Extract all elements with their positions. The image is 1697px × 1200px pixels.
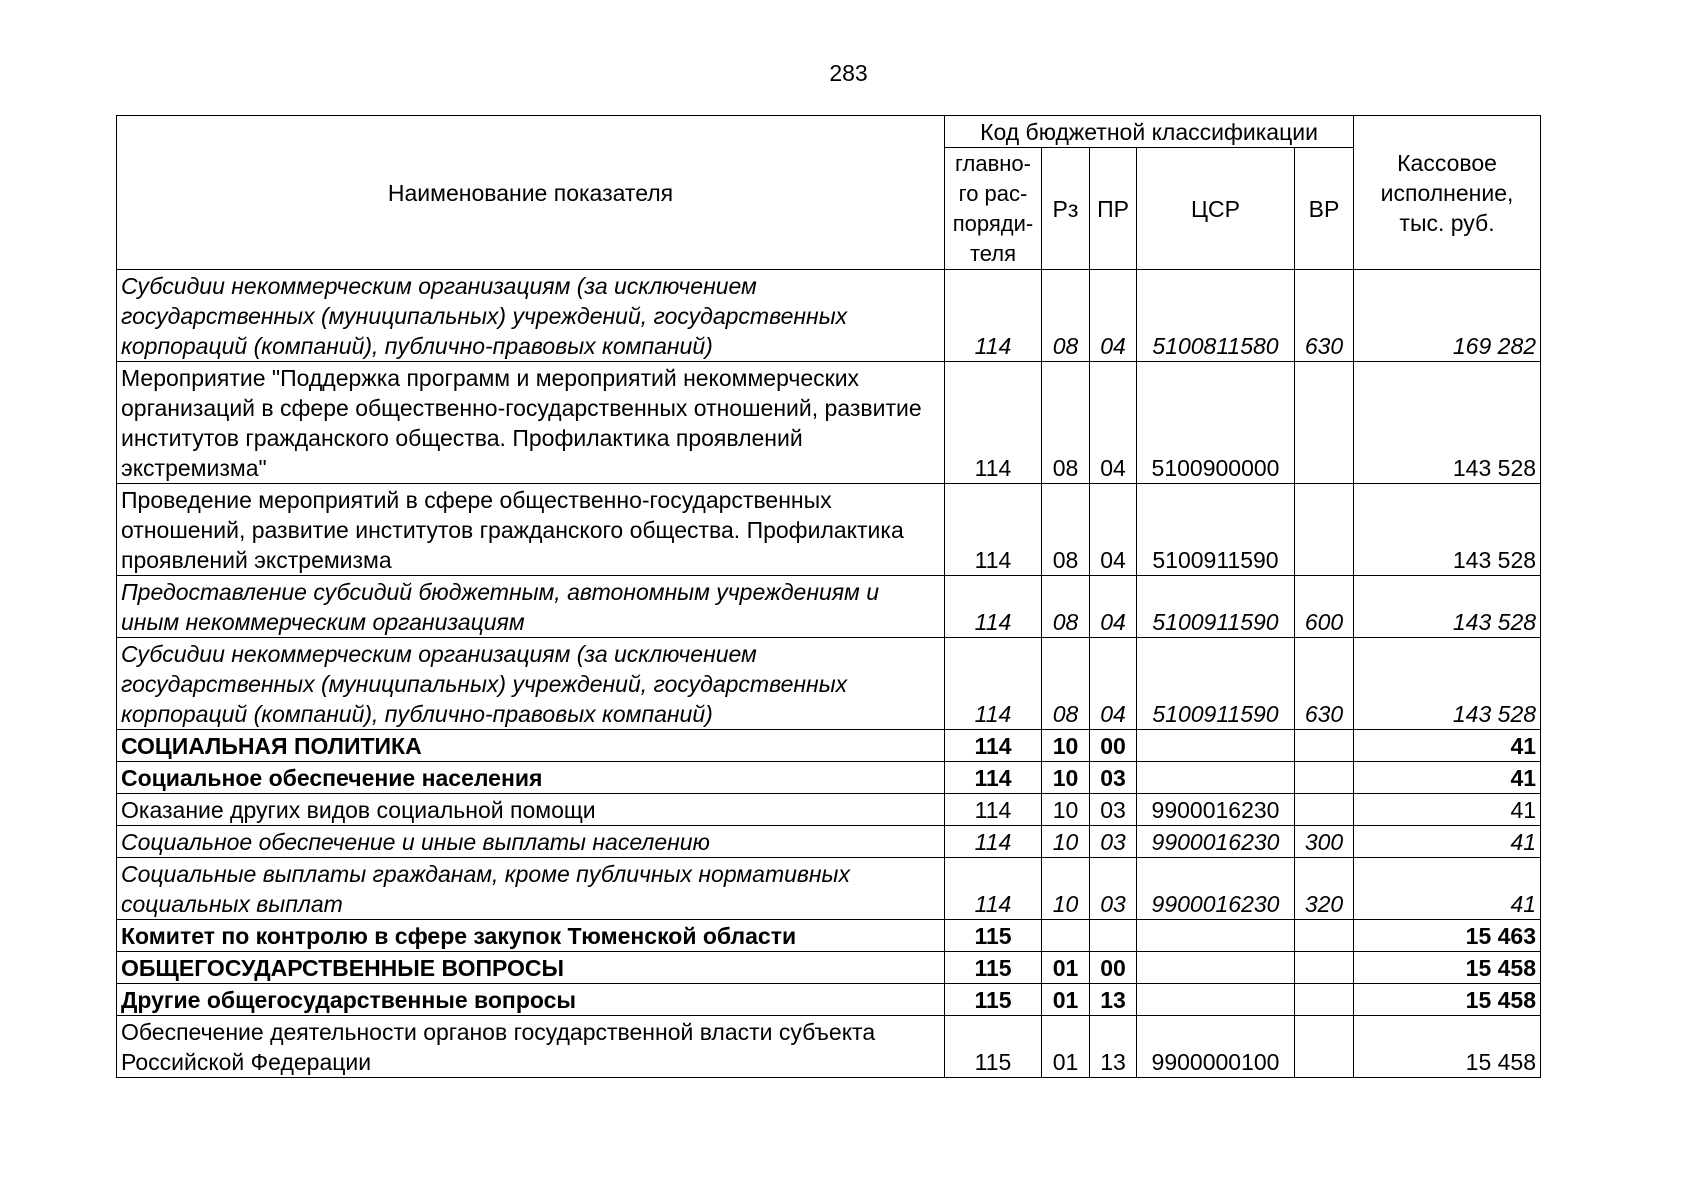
cell-pr: 13 (1090, 1016, 1137, 1078)
cell-csr (1137, 730, 1295, 762)
budget-table (116, 115, 1541, 1078)
cell-csr (1137, 920, 1295, 952)
header-glavnogo: главно-го рас-поряди-теля (945, 148, 1042, 270)
cell-rz: 08 (1042, 484, 1090, 576)
cell-csr: 9900016230 (1137, 826, 1295, 858)
cell-gr: 114 (945, 362, 1042, 484)
cell-pr: 00 (1090, 952, 1137, 984)
cell-pr: 04 (1090, 270, 1137, 362)
cell-rz: 08 (1042, 362, 1090, 484)
cell-pr: 04 (1090, 576, 1137, 638)
cell-rz: 10 (1042, 826, 1090, 858)
cell-pr: 03 (1090, 858, 1137, 920)
cell-csr (1137, 952, 1295, 984)
header-vr: ВР (1295, 148, 1354, 270)
cell-vr: 600 (1295, 576, 1354, 638)
cell-vr (1295, 920, 1354, 952)
table-row (117, 826, 1541, 858)
cell-vr: 630 (1295, 270, 1354, 362)
cell-pr: 00 (1090, 730, 1137, 762)
table-row (117, 984, 1541, 1016)
cell-csr (1137, 984, 1295, 1016)
cell-gr: 115 (945, 1016, 1042, 1078)
cell-pr: 04 (1090, 484, 1137, 576)
cell-name: Другие общегосударственные вопросы (117, 984, 945, 1016)
table-body (117, 270, 1541, 1078)
cell-amount: 143 528 (1354, 576, 1541, 638)
cell-gr: 114 (945, 576, 1042, 638)
cell-name: Обеспечение деятельности органов государственной власти субъекта Российской Федерации (117, 1016, 945, 1078)
table-row (117, 576, 1541, 638)
cell-rz: 01 (1042, 1016, 1090, 1078)
cell-gr: 115 (945, 952, 1042, 984)
cell-amount: 41 (1354, 762, 1541, 794)
cell-gr: 114 (945, 638, 1042, 730)
cell-amount: 15 463 (1354, 920, 1541, 952)
cell-amount: 143 528 (1354, 362, 1541, 484)
cell-vr: 320 (1295, 858, 1354, 920)
cell-vr (1295, 762, 1354, 794)
table-row (117, 920, 1541, 952)
cell-amount: 143 528 (1354, 638, 1541, 730)
table-row (117, 858, 1541, 920)
cell-rz (1042, 920, 1090, 952)
cell-vr (1295, 952, 1354, 984)
cell-amount: 169 282 (1354, 270, 1541, 362)
table-row (117, 484, 1541, 576)
cell-amount: 41 (1354, 826, 1541, 858)
cell-rz: 10 (1042, 794, 1090, 826)
cell-vr (1295, 484, 1354, 576)
cell-csr: 9900000100 (1137, 1016, 1295, 1078)
header-kbk: Код бюджетной классификации (945, 116, 1354, 148)
cell-csr: 5100911590 (1137, 638, 1295, 730)
cell-amount: 41 (1354, 858, 1541, 920)
table-row (117, 638, 1541, 730)
cell-csr: 9900016230 (1137, 858, 1295, 920)
cell-vr (1295, 794, 1354, 826)
cell-vr: 630 (1295, 638, 1354, 730)
cell-pr: 03 (1090, 794, 1137, 826)
cell-gr: 114 (945, 270, 1042, 362)
cell-gr: 114 (945, 730, 1042, 762)
page-number: 283 (829, 60, 868, 86)
cell-name: Социальное обеспечение населения (117, 762, 945, 794)
cell-vr (1295, 984, 1354, 1016)
table-row (117, 952, 1541, 984)
cell-gr: 114 (945, 826, 1042, 858)
cell-gr: 114 (945, 794, 1042, 826)
cell-name: Проведение мероприятий в сфере общественно-государственных отношений, развитие институтов гражданского общества. Профилактика проявлений экстремизма (117, 484, 945, 576)
cell-csr: 5100911590 (1137, 484, 1295, 576)
cell-gr: 114 (945, 858, 1042, 920)
table-row (117, 362, 1541, 484)
cell-pr: 03 (1090, 826, 1137, 858)
cell-amount: 15 458 (1354, 984, 1541, 1016)
cell-name: Социальные выплаты гражданам, кроме публичных нормативных социальных выплат (117, 858, 945, 920)
table-row (117, 1016, 1541, 1078)
cell-pr: 04 (1090, 362, 1137, 484)
table-row (117, 730, 1541, 762)
header-pr: ПР (1090, 148, 1137, 270)
header-csr: ЦСР (1137, 148, 1295, 270)
cell-csr: 5100911590 (1137, 576, 1295, 638)
table-row (117, 270, 1541, 362)
cell-pr: 03 (1090, 762, 1137, 794)
cell-name: ОБЩЕГОСУДАРСТВЕННЫЕ ВОПРОСЫ (117, 952, 945, 984)
cell-vr: 300 (1295, 826, 1354, 858)
cell-rz: 10 (1042, 762, 1090, 794)
cell-name: Субсидии некоммерческим организациям (за исключением государственных (муниципальных) учреждений, государственных корпораций (компаний), публично-правовых компаний) (117, 270, 945, 362)
cell-name: СОЦИАЛЬНАЯ ПОЛИТИКА (117, 730, 945, 762)
cell-amount: 15 458 (1354, 952, 1541, 984)
cell-vr (1295, 1016, 1354, 1078)
header-rz: Рз (1042, 148, 1090, 270)
cell-rz: 08 (1042, 576, 1090, 638)
header-amount: Кассовое исполнение, тыс. руб. (1354, 116, 1541, 270)
table-row (117, 762, 1541, 794)
cell-pr: 04 (1090, 638, 1137, 730)
cell-vr (1295, 362, 1354, 484)
cell-rz: 10 (1042, 730, 1090, 762)
cell-name: Социальное обеспечение и иные выплаты населению (117, 826, 945, 858)
table-row (117, 794, 1541, 826)
header-name: Наименование показателя (117, 116, 945, 270)
cell-gr: 114 (945, 762, 1042, 794)
cell-name: Оказание других видов социальной помощи (117, 794, 945, 826)
cell-amount: 15 458 (1354, 1016, 1541, 1078)
cell-pr (1090, 920, 1137, 952)
cell-rz: 08 (1042, 638, 1090, 730)
cell-csr (1137, 762, 1295, 794)
cell-csr: 9900016230 (1137, 794, 1295, 826)
cell-rz: 01 (1042, 952, 1090, 984)
cell-amount: 143 528 (1354, 484, 1541, 576)
cell-csr: 5100811580 (1137, 270, 1295, 362)
cell-gr: 115 (945, 984, 1042, 1016)
cell-amount: 41 (1354, 730, 1541, 762)
cell-name: Субсидии некоммерческим организациям (за исключением государственных (муниципальных) учреждений, государственных корпораций (компаний), публично-правовых компаний) (117, 638, 945, 730)
cell-vr (1295, 730, 1354, 762)
cell-rz: 10 (1042, 858, 1090, 920)
cell-gr: 115 (945, 920, 1042, 952)
cell-name: Мероприятие "Поддержка программ и мероприятий некоммерческих организаций в сфере общественно-государственных отношений, развитие институтов гражданского общества. Профилактика проявлений экстремизма" (117, 362, 945, 484)
cell-amount: 41 (1354, 794, 1541, 826)
cell-rz: 01 (1042, 984, 1090, 1016)
table-header (117, 116, 1541, 270)
cell-csr: 5100900000 (1137, 362, 1295, 484)
cell-name: Предоставление субсидий бюджетным, автономным учреждениям и иным некоммерческим организациям (117, 576, 945, 638)
cell-name: Комитет по контролю в сфере закупок Тюменской области (117, 920, 945, 952)
cell-pr: 13 (1090, 984, 1137, 1016)
cell-rz: 08 (1042, 270, 1090, 362)
cell-gr: 114 (945, 484, 1042, 576)
